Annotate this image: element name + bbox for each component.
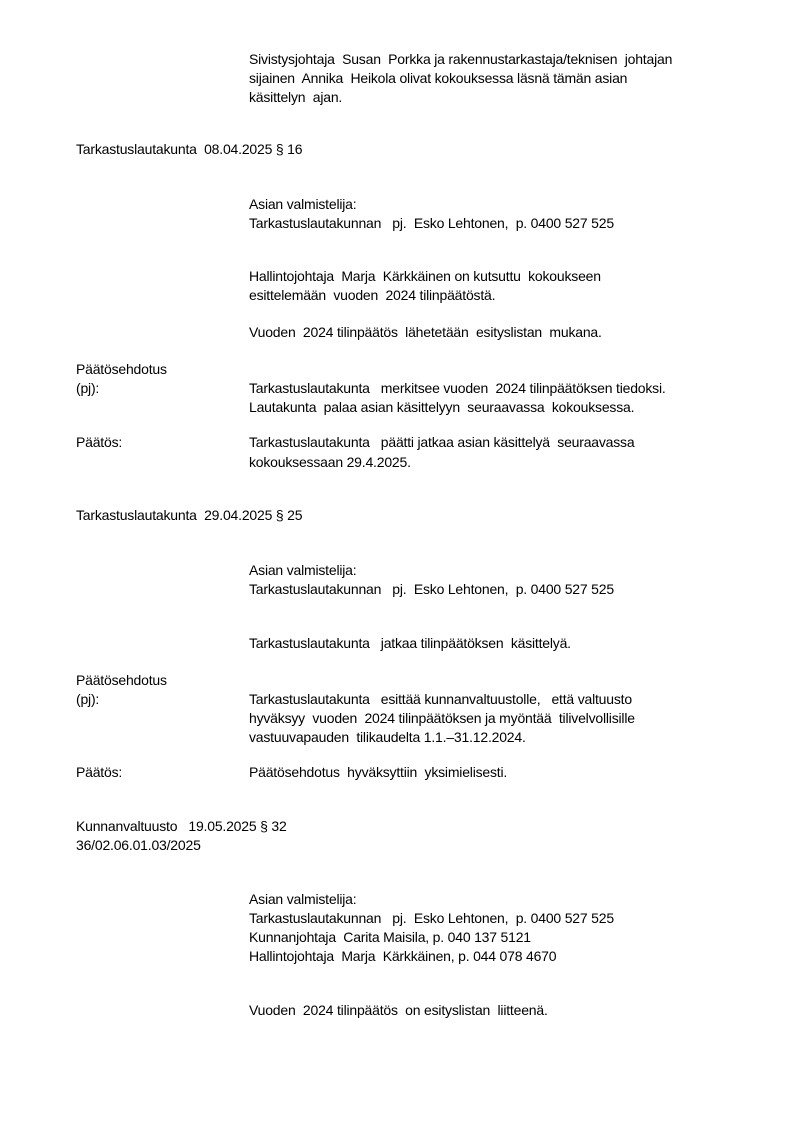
preparer: Kunnanjohtaja Carita Maisila, p. 040 137 5121	[249, 929, 531, 945]
body-text: esittelemään vuoden 2024 tilinpäätöstä.	[249, 287, 496, 303]
preparer: Hallintojohtaja Marja Kärkkäinen, p. 044 078 4670	[249, 948, 557, 964]
decision-label: Päätös:	[76, 434, 123, 450]
preparer-label: Asian valmistelija:	[249, 562, 357, 578]
preparer: Tarkastuslautakunnan pj. Esko Lehtonen, p. 0400 527 525	[249, 215, 614, 231]
section-heading: Tarkastuslautakunta 29.04.2025 § 25	[76, 507, 303, 523]
proposal-label: (pj):	[76, 691, 100, 707]
body-text: Tarkastuslautakunta jatkaa tilinpäätöksen käsittelyä.	[249, 635, 571, 651]
decision-text: kokouksessaan 29.4.2025.	[249, 454, 411, 470]
intro-line: sijainen Annika Heikola olivat kokouksessa läsnä tämän asian	[249, 70, 628, 86]
intro-line: Sivistysjohtaja Susan Porkka ja rakennustarkastaja/teknisen johtajan	[249, 51, 673, 67]
preparer: Tarkastuslautakunnan pj. Esko Lehtonen, p. 0400 527 525	[249, 910, 614, 926]
proposal-text: Tarkastuslautakunta esittää kunnanvaltuustolle, että valtuusto	[249, 691, 632, 707]
preparer-label: Asian valmistelija:	[249, 196, 357, 212]
proposal-label: (pj):	[76, 380, 100, 396]
section-heading: Kunnanvaltuusto 19.05.2025 § 32	[76, 818, 287, 834]
preparer-label: Asian valmistelija:	[249, 891, 357, 907]
body-text: Vuoden 2024 tilinpäätös on esityslistan liitteenä.	[249, 1002, 548, 1018]
reference-number: 36/02.06.01.03/2025	[76, 837, 201, 853]
proposal-text: vastuuvapauden tilikaudelta 1.1.–31.12.2024.	[249, 729, 526, 745]
preparer: Tarkastuslautakunnan pj. Esko Lehtonen, p. 0400 527 525	[249, 581, 614, 597]
decision-text: Tarkastuslautakunta päätti jatkaa asian käsittelyä seuraavassa	[249, 434, 635, 450]
proposal-label: Päätösehdotus	[76, 672, 167, 688]
proposal-text: Tarkastuslautakunta merkitsee vuoden 2024 tilinpäätöksen tiedoksi.	[249, 380, 666, 396]
proposal-text: hyväksyy vuoden 2024 tilinpäätöksen ja myöntää tilivelvollisille	[249, 710, 635, 726]
decision-label: Päätös:	[76, 764, 123, 780]
body-text: Vuoden 2024 tilinpäätös lähetetään esityslistan mukana.	[249, 324, 602, 340]
decision-text: Päätösehdotus hyväksyttiin yksimielisesti.	[249, 764, 508, 780]
intro-line: käsittelyn ajan.	[249, 89, 343, 105]
section-heading: Tarkastuslautakunta 08.04.2025 § 16	[76, 141, 303, 157]
proposal-text: Lautakunta palaa asian käsittelyyn seuraavassa kokouksessa.	[249, 399, 635, 415]
proposal-label: Päätösehdotus	[76, 361, 167, 377]
body-text: Hallintojohtaja Marja Kärkkäinen on kutsuttu kokoukseen	[249, 268, 601, 284]
